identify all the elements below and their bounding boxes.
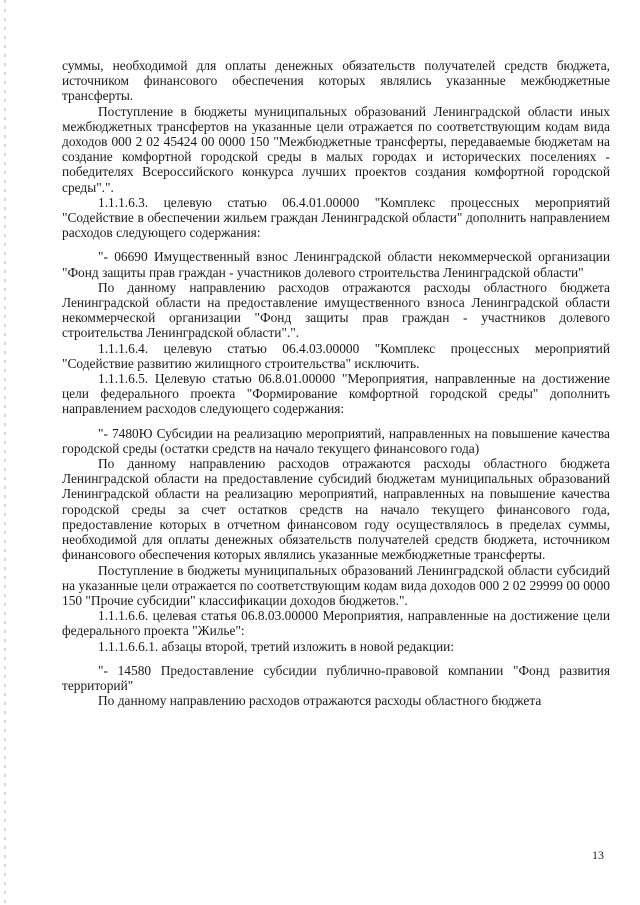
document-body <box>62 58 610 708</box>
paragraph-expense-7480u-description: По данному направлению расходов отражаются расходы областного бюджета Ленинградской области на предоставление субсидий бюджетам муниципальных образований Ленинградской области на реализацию мероприятий, направленных на повышение качества городской среды за счет остатков средств на начало текущего финансового года, предоставление которых в отчетном финансовом году осуществлялось в пределах суммы, необходимой для оплаты денежных обязательств получателей средств бюджета, источником финансового обеспечения которых являлись указанные межбюджетные трансферты. <box>62 456 610 563</box>
paragraph-revenue-receipt: Поступление в бюджеты муниципальных образований Ленинградской области иных межбюджетных трансфертов на указанные цели отражается по соответствующим кодам вида доходов 000 2 02 45424 00 0000 150 "Межбюджетные трансферты, передаваемые бюджетам на создание комфортной городской среды в малых городах и исторических поселениях - победителях Всероссийского конкурса лучших проектов создания комфортной городской среды".". <box>62 103 610 195</box>
paragraph-expense-06690-description: По данному направлению расходов отражаются расходы областного бюджета Ленинградской области на предоставление имущественного взноса Ленинградской области некоммерческой организации "Фонд защиты прав граждан - участников долевого строительства Ленинградской области".". <box>62 279 610 341</box>
paragraph-expense-14580-description: По данному направлению расходов отражаются расходы областного бюджета <box>98 693 542 709</box>
paragraph-clause-1-1-1-6-4: 1.1.1.6.4. целевую статью 06.4.03.00000 "Комплекс процессных мероприятий "Содействие развитию жилищного строительства" исключить. <box>62 340 610 371</box>
paragraph-clause-1-1-1-6-6: 1.1.1.6.6. целевая статья 06.8.03.00000 Мероприятия, направленные на достижение цели федерального проекта "Жилье": <box>62 608 610 639</box>
paragraph-expense-7480u: "- 7480Ю Субсидии на реализацию мероприятий, направленных на повышение качества городской среды (остатки средств на начало текущего финансового года) <box>62 425 610 456</box>
paragraph-expense-14580: "- 14580 Предоставление субсидии публично-правовой компании "Фонд развития территорий" <box>62 662 610 693</box>
paragraph-expense-06690: "- 06690 Имущественный взнос Ленинградской области некоммерческой организации "Фонд защиты прав граждан - участников долевого строительства Ленинградской области" <box>62 249 610 280</box>
paragraph-clause-1-1-1-6-3: 1.1.1.6.3. целевую статью 06.4.01.00000 "Комплекс процессных мероприятий "Содействие в обеспечении жильем граждан Ленинградской области" дополнить направлением расходов следующего содержания: <box>62 194 610 241</box>
paragraph-clause-1-1-1-6-6-1: 1.1.1.6.6.1. абзацы второй, третий изложить в новой редакции: <box>98 638 455 654</box>
page-number: 13 <box>592 848 604 862</box>
paragraph-continuation: суммы, необходимой для оплаты денежных обязательств получателей средств бюджета, источником финансового обеспечения которых являлись указанные межбюджетные трансферты. <box>62 58 610 104</box>
paragraph-subsidy-receipt: Поступление в бюджеты муниципальных образований Ленинградской области субсидий на указанные цели отражается по соответствующим кодам вида доходов 000 2 02 29999 00 0000 150 "Прочие субсидии" классификации доходов бюджетов.". <box>62 562 610 608</box>
paragraph-clause-1-1-1-6-5: 1.1.1.6.5. Целевую статью 06.8.01.00000 "Мероприятия, направленные на достижение цели федерального проекта "Формирование комфортной городской среды" дополнить направлением расходов следующего содержания: <box>62 371 610 417</box>
binding-edge-decoration <box>4 0 6 905</box>
